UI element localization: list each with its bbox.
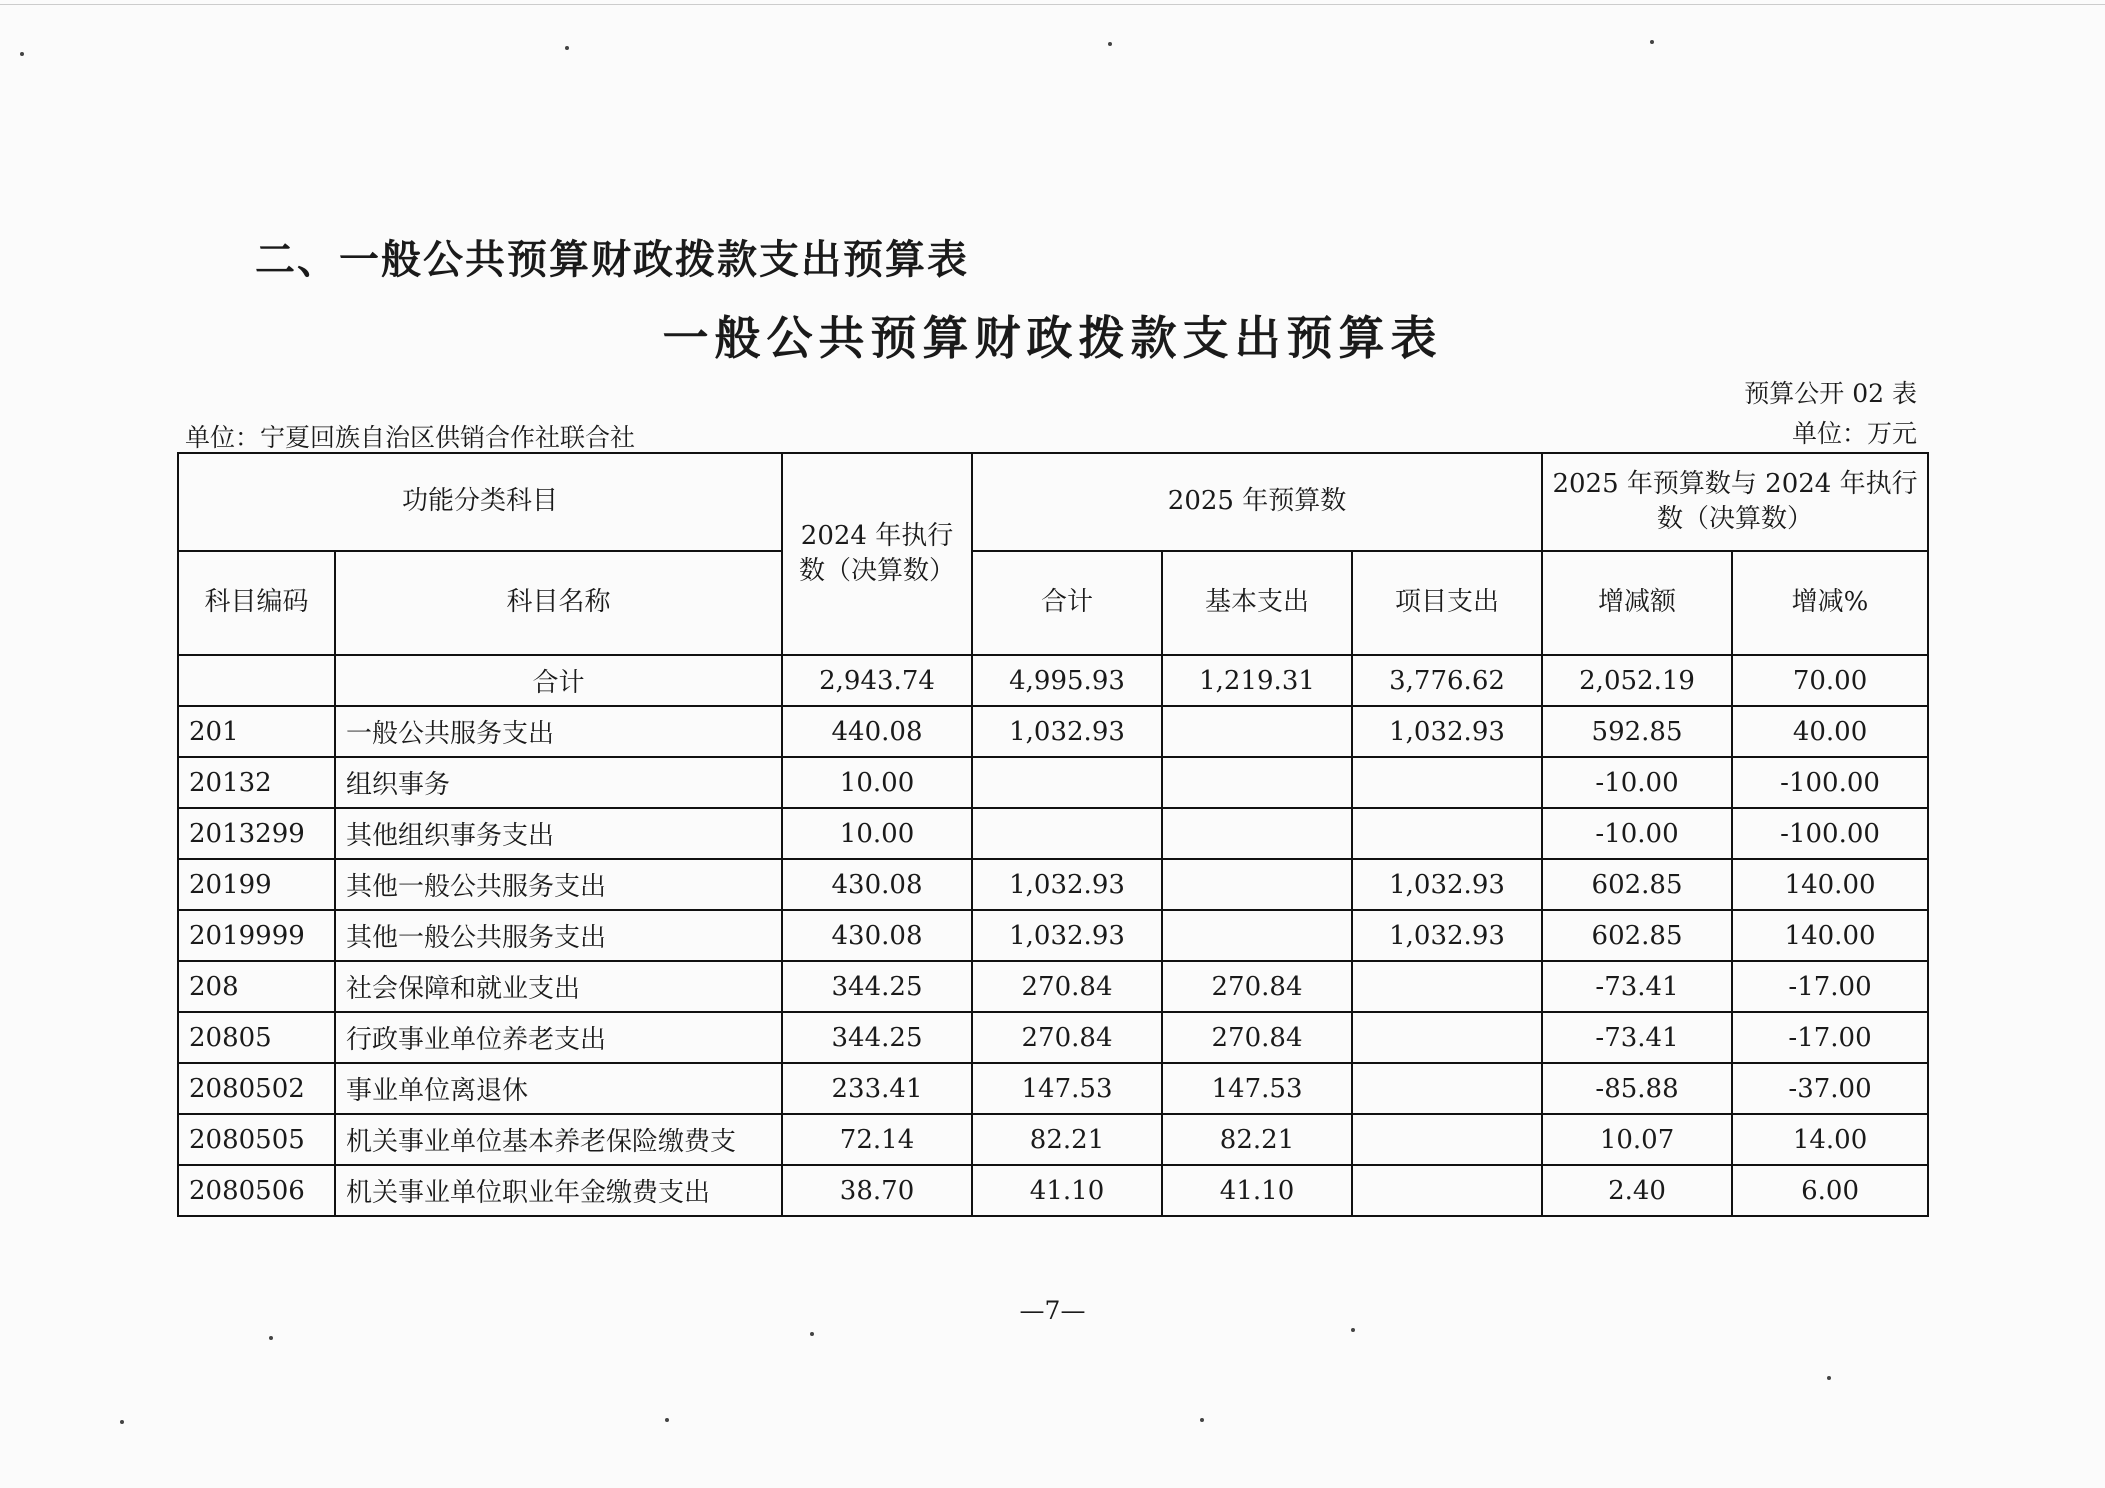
cell-exec: 38.70 <box>782 1165 972 1216</box>
table-row <box>178 706 1928 757</box>
cell-code: 2019999 <box>178 910 335 961</box>
cell-total <box>972 757 1162 808</box>
header-project: 项目支出 <box>1352 551 1542 655</box>
cell-name: 社会保障和就业支出 <box>335 961 782 1012</box>
cell-pct: -17.00 <box>1732 961 1928 1012</box>
table-row <box>178 655 1928 706</box>
cell-exec: 344.25 <box>782 1012 972 1063</box>
cell-basic: 82.21 <box>1162 1114 1352 1165</box>
cell-total: 270.84 <box>972 1012 1162 1063</box>
cell-code: 20805 <box>178 1012 335 1063</box>
cell-change: 592.85 <box>1542 706 1732 757</box>
cell-change: -10.00 <box>1542 808 1732 859</box>
cell-code: 201 <box>178 706 335 757</box>
cell-name: 一般公共服务支出 <box>335 706 782 757</box>
cell-project <box>1352 961 1542 1012</box>
cell-change: 602.85 <box>1542 910 1732 961</box>
cell-name: 行政事业单位养老支出 <box>335 1012 782 1063</box>
cell-name: 其他组织事务支出 <box>335 808 782 859</box>
cell-name: 组织事务 <box>335 757 782 808</box>
cell-project <box>1352 1063 1542 1114</box>
scan-speck <box>565 46 569 50</box>
header-func-category: 功能分类科目 <box>178 453 782 551</box>
scan-speck <box>1650 40 1654 44</box>
scan-speck <box>1351 1328 1355 1332</box>
cell-project: 1,032.93 <box>1352 859 1542 910</box>
page-number: —7— <box>1019 1296 1086 1325</box>
cell-project <box>1352 1114 1542 1165</box>
cell-code: 2013299 <box>178 808 335 859</box>
cell-code: 2080502 <box>178 1063 335 1114</box>
table-row <box>178 1063 1928 1114</box>
scan-speck <box>665 1418 669 1422</box>
cell-exec: 2,943.74 <box>782 655 972 706</box>
cell-project: 3,776.62 <box>1352 655 1542 706</box>
table-row <box>178 961 1928 1012</box>
cell-change: -73.41 <box>1542 1012 1732 1063</box>
cell-total: 1,032.93 <box>972 910 1162 961</box>
table-row <box>178 859 1928 910</box>
cell-exec: 440.08 <box>782 706 972 757</box>
cell-change: 2.40 <box>1542 1165 1732 1216</box>
table-row <box>178 910 1928 961</box>
cell-name: 机关事业单位职业年金缴费支出 <box>335 1165 782 1216</box>
cell-name: 事业单位离退休 <box>335 1063 782 1114</box>
cell-code: 2080506 <box>178 1165 335 1216</box>
scan-speck <box>1827 1376 1831 1380</box>
cell-code: 208 <box>178 961 335 1012</box>
header-exec-2024: 2024 年执行数（决算数） <box>782 453 972 655</box>
cell-exec: 10.00 <box>782 808 972 859</box>
cell-basic <box>1162 859 1352 910</box>
scan-speck <box>810 1332 814 1336</box>
cell-basic <box>1162 910 1352 961</box>
cell-basic: 270.84 <box>1162 961 1352 1012</box>
header-total: 合计 <box>972 551 1162 655</box>
section-heading: 二、一般公共预算财政拨款支出预算表 <box>255 237 969 283</box>
cell-exec: 10.00 <box>782 757 972 808</box>
scan-speck <box>1200 1418 1204 1422</box>
cell-pct: 140.00 <box>1732 910 1928 961</box>
cell-total: 1,032.93 <box>972 706 1162 757</box>
table-row <box>178 808 1928 859</box>
cell-code: 20199 <box>178 859 335 910</box>
cell-change: -85.88 <box>1542 1063 1732 1114</box>
cell-exec: 430.08 <box>782 859 972 910</box>
cell-basic: 41.10 <box>1162 1165 1352 1216</box>
cell-project <box>1352 1165 1542 1216</box>
scan-speck <box>120 1420 124 1424</box>
header-basic: 基本支出 <box>1162 551 1352 655</box>
cell-project <box>1352 1012 1542 1063</box>
cell-total: 270.84 <box>972 961 1162 1012</box>
header-name: 科目名称 <box>335 551 782 655</box>
cell-project <box>1352 808 1542 859</box>
cell-name: 合计 <box>335 655 782 706</box>
cell-total: 4,995.93 <box>972 655 1162 706</box>
cell-code: 2080505 <box>178 1114 335 1165</box>
cell-basic <box>1162 757 1352 808</box>
cell-code: 20132 <box>178 757 335 808</box>
cell-exec: 344.25 <box>782 961 972 1012</box>
cell-total <box>972 808 1162 859</box>
form-number: 预算公开 02 表 <box>1744 379 1917 408</box>
cell-pct: 70.00 <box>1732 655 1928 706</box>
unit-currency: 单位：万元 <box>1791 419 1917 448</box>
cell-project: 1,032.93 <box>1352 706 1542 757</box>
cell-pct: 6.00 <box>1732 1165 1928 1216</box>
cell-exec: 430.08 <box>782 910 972 961</box>
cell-pct: -100.00 <box>1732 808 1928 859</box>
cell-total: 1,032.93 <box>972 859 1162 910</box>
cell-pct: -17.00 <box>1732 1012 1928 1063</box>
cell-change: 602.85 <box>1542 859 1732 910</box>
cell-basic: 270.84 <box>1162 1012 1352 1063</box>
table-row <box>178 1012 1928 1063</box>
scan-speck <box>269 1336 273 1340</box>
cell-basic <box>1162 706 1352 757</box>
header-compare: 2025 年预算数与 2024 年执行数（决算数） <box>1542 453 1928 551</box>
scan-edge-line <box>0 4 2105 5</box>
header-code: 科目编码 <box>178 551 335 655</box>
cell-pct: 14.00 <box>1732 1114 1928 1165</box>
cell-pct: -37.00 <box>1732 1063 1928 1114</box>
cell-pct: 140.00 <box>1732 859 1928 910</box>
cell-project: 1,032.93 <box>1352 910 1542 961</box>
table-row <box>178 1165 1928 1216</box>
header-budget-2025: 2025 年预算数 <box>972 453 1542 551</box>
cell-basic: 1,219.31 <box>1162 655 1352 706</box>
header-change-pct: 增减% <box>1732 551 1928 655</box>
cell-change: -73.41 <box>1542 961 1732 1012</box>
cell-pct: -100.00 <box>1732 757 1928 808</box>
table-title: 一般公共预算财政拨款支出预算表 <box>662 311 1443 365</box>
scan-speck <box>20 52 24 56</box>
cell-name: 其他一般公共服务支出 <box>335 910 782 961</box>
cell-exec: 233.41 <box>782 1063 972 1114</box>
budget-table <box>177 452 1929 1217</box>
cell-code <box>178 655 335 706</box>
table-row <box>178 757 1928 808</box>
scan-speck <box>1108 42 1112 46</box>
cell-pct: 40.00 <box>1732 706 1928 757</box>
cell-change: -10.00 <box>1542 757 1732 808</box>
cell-total: 41.10 <box>972 1165 1162 1216</box>
cell-change: 10.07 <box>1542 1114 1732 1165</box>
cell-total: 82.21 <box>972 1114 1162 1165</box>
cell-change: 2,052.19 <box>1542 655 1732 706</box>
cell-basic <box>1162 808 1352 859</box>
header-change-amount: 增减额 <box>1542 551 1732 655</box>
cell-total: 147.53 <box>972 1063 1162 1114</box>
cell-exec: 72.14 <box>782 1114 972 1165</box>
cell-name: 其他一般公共服务支出 <box>335 859 782 910</box>
unit-organization: 单位：宁夏回族自治区供销合作社联合社 <box>185 423 636 452</box>
cell-basic: 147.53 <box>1162 1063 1352 1114</box>
cell-project <box>1352 757 1542 808</box>
table-row <box>178 1114 1928 1165</box>
cell-name: 机关事业单位基本养老保险缴费支 <box>335 1114 782 1165</box>
